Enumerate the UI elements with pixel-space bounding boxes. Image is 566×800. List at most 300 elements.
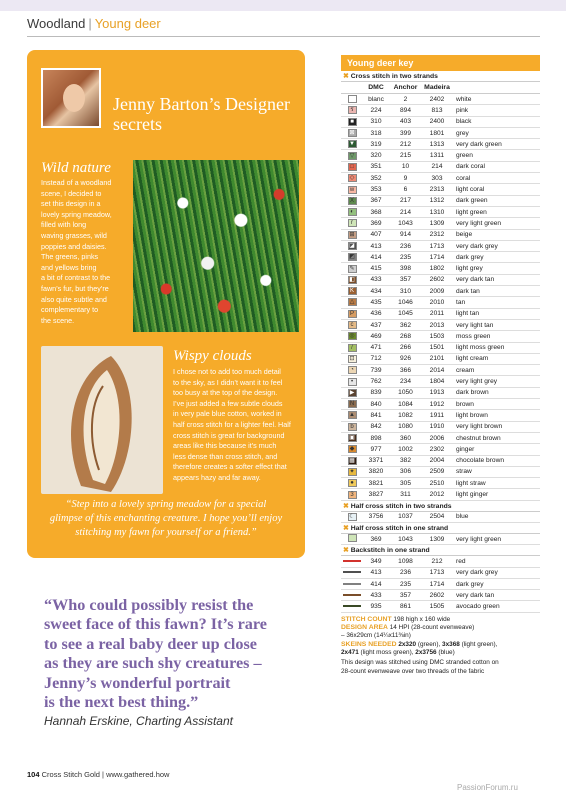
cell-name: cream (456, 366, 475, 374)
key-row (341, 94, 540, 105)
line-swatch (341, 581, 363, 588)
cell-name: very dark grey (456, 569, 498, 577)
cell-name: light grey (456, 265, 483, 273)
text-line: “Who could possibly resist the (44, 596, 254, 614)
symbol-swatch: ✎ (349, 265, 355, 272)
cell-mad: 2400 (429, 118, 445, 126)
key-row (341, 230, 540, 241)
text-line: lovely spring meadow, (41, 209, 112, 219)
cell-name: dark grey (456, 253, 484, 261)
key-columns (341, 82, 540, 94)
text-line: The greens, pinks (41, 252, 99, 262)
text-line: “Step into a lovely spring meadow for a special (65, 499, 267, 510)
cell-anc: 1050 (398, 389, 413, 397)
text-line: too busy at the top of the design. (173, 388, 278, 398)
cell-name: very dark tan (456, 276, 495, 284)
cell-mad: 1501 (429, 344, 445, 352)
cell-anc: 1043 (398, 535, 413, 543)
line-swatch (341, 592, 363, 599)
cell-mad: 1714 (429, 253, 445, 261)
cell-dmc: 320 (370, 152, 382, 160)
cell-mad: 1311 (429, 152, 445, 160)
key-row (341, 489, 540, 500)
text-line: also quite subtle and (41, 294, 107, 304)
symbol-swatch: ◎ (349, 333, 355, 340)
symbol-swatch: r (341, 219, 363, 227)
symbol-swatch: ⊞ (349, 231, 355, 238)
key-row (341, 433, 540, 444)
text-line: waving grasses, wild (41, 230, 107, 240)
line-swatch (341, 558, 363, 565)
text-line: Instead of a woodland (41, 178, 112, 187)
symbol-swatch: X (341, 197, 363, 205)
cell-mad: 1714 (429, 580, 445, 588)
symbol-swatch: ▽ (341, 152, 363, 160)
key-row (341, 252, 540, 263)
pull-quote (44, 596, 314, 712)
cell-anc: 382 (399, 457, 411, 465)
cell-anc: 1045 (398, 310, 413, 318)
cell-name: beige (456, 231, 473, 239)
cell-anc: 399 (399, 129, 411, 137)
key-row (341, 162, 540, 173)
symbol-swatch: c (341, 321, 363, 329)
text-line: Jenny’s wonderful portrait (44, 673, 231, 692)
symbol-swatch (341, 534, 363, 544)
cell-name: light coral (456, 186, 485, 194)
cell-mad: 2602 (429, 591, 445, 599)
symbol-swatch: N (341, 400, 363, 408)
wild-nature-text (41, 178, 133, 326)
text-line: to the sky, as I didn’t want it to feel (173, 377, 283, 387)
cell-name: pink (456, 106, 469, 114)
cell-dmc: 319 (370, 140, 382, 148)
symbol-swatch: ● (341, 479, 363, 487)
symbol-swatch: ร (341, 106, 363, 114)
cell-anc: 1084 (398, 400, 413, 408)
cell-dmc: 3827 (368, 491, 384, 499)
cell-anc: 234 (399, 378, 411, 386)
cell-dmc: 3820 (368, 468, 384, 476)
cell-anc: 1046 (398, 298, 413, 306)
cell-mad: 2313 (429, 186, 445, 194)
symbol-swatch: ◇ (341, 174, 363, 182)
cell-name: blue (456, 513, 469, 521)
cell-anc: 215 (399, 152, 411, 160)
symbol-swatch: ◧ (349, 276, 355, 283)
watermark: PassionForum.ru (457, 783, 518, 792)
text-line: fawn’s fur, but they’re (41, 283, 109, 293)
cell-mad: 1309 (429, 535, 445, 543)
cell-name: very light brown (456, 423, 503, 431)
panel-quote (47, 498, 285, 540)
cell-dmc: 351 (370, 163, 382, 171)
cell-dmc: 415 (370, 265, 382, 273)
symbol-swatch: ▼ (349, 141, 355, 148)
cell-anc: 1037 (398, 513, 413, 521)
symbol-swatch: ▶ (341, 389, 363, 397)
subsection-name: Young deer (94, 16, 161, 31)
cell-anc: 1098 (398, 557, 413, 565)
key-row (341, 444, 540, 455)
cell-mad: 2011 (429, 310, 445, 318)
key-row (341, 139, 540, 150)
cell-mad: 2504 (429, 513, 445, 521)
line-swatch (341, 603, 363, 610)
cell-anc: 357 (399, 276, 411, 284)
cell-dmc: 413 (370, 242, 382, 250)
cell-anc: 1002 (398, 445, 413, 453)
cell-anc: 1082 (398, 411, 413, 419)
key-row (341, 309, 540, 320)
cell-dmc: 352 (370, 174, 382, 182)
key-row (341, 117, 540, 128)
key-row (341, 365, 540, 376)
cell-name: very light grey (456, 378, 498, 386)
cell-dmc: 369 (370, 219, 382, 227)
cell-mad: 1713 (429, 242, 445, 250)
key-row (341, 467, 540, 478)
key-row (341, 184, 540, 195)
cell-dmc: 471 (370, 344, 382, 352)
cell-anc: 403 (399, 118, 411, 126)
page-footer (27, 770, 169, 779)
key-notes: STITCH COUNT 198 high x 160 wide DESIGN AREA 14 HPI (28-count evenweave) – 36x29cm (14¼x11⅜in) SKEINS NEEDED 2x320 (green), 3x368 (light green), 2x471 (light moss green), 2x3756 (blue) This design was stitched using DMC stranded cotton on 28-count evenweave over two threads of the fabric (341, 615, 499, 675)
cell-name: chocolate brown (456, 457, 505, 465)
cell-mad: 1912 (429, 400, 445, 408)
text-line: appears hazy and far away. (173, 472, 261, 482)
symbol-swatch: ▦ (349, 457, 355, 464)
cell-mad: 303 (431, 174, 443, 182)
cell-dmc: 434 (370, 287, 382, 295)
cell-name: tan (456, 298, 466, 306)
designer-secrets-panel (27, 50, 305, 558)
cell-name: moss green (456, 332, 491, 340)
cell-anc: 236 (399, 569, 411, 577)
cell-name: very dark tan (456, 591, 495, 599)
cell-anc: 1080 (398, 423, 413, 431)
cell-anc: 268 (399, 332, 411, 340)
text-line: complementary to (41, 305, 99, 315)
backstitch-heading: ✖ Backstitch in one strand (341, 545, 540, 556)
cell-mad: 2009 (429, 287, 445, 295)
cell-name: chestnut brown (456, 434, 501, 442)
cell-anc: 212 (399, 140, 411, 148)
cell-anc: 1043 (398, 219, 413, 227)
text-line: is the next best thing.” (44, 693, 199, 712)
key-row (341, 478, 540, 489)
symbol-swatch: △ (341, 298, 363, 306)
cell-anc: 305 (399, 479, 411, 487)
key-row (341, 399, 540, 410)
symbol-swatch: ◩ (349, 254, 355, 261)
meadow-photo (133, 160, 299, 332)
cell-name: very dark green (456, 140, 502, 148)
symbol-swatch: K (341, 287, 363, 295)
wispy-clouds-text (173, 367, 301, 484)
cell-dmc: 407 (370, 231, 382, 239)
pull-quote-attribution: Hannah Erskine, Charting Assistant (44, 714, 233, 728)
key-row (341, 331, 540, 342)
key-row (341, 150, 540, 161)
cell-dmc: 739 (370, 366, 382, 374)
cell-anc: 6 (403, 186, 408, 194)
panel-title: Jenny Barton’s Designer secrets (113, 94, 290, 134)
cell-name: light brown (456, 411, 488, 419)
cell-name: light moss green (456, 344, 505, 352)
symbol-swatch: ◆ (341, 445, 363, 453)
text-line: half cross stitch for a lighter feel. Half (173, 419, 291, 429)
cell-name: light green (456, 208, 487, 216)
section-name: Woodland (27, 16, 86, 31)
thread-key (341, 55, 540, 676)
text-line: a bit of contrast to the (41, 273, 111, 283)
text-line: sweet face of this fawn? It’s rare (44, 615, 267, 634)
cell-name: straw (456, 468, 472, 476)
cell-mad: 1910 (429, 423, 445, 431)
cell-dmc: 977 (370, 445, 382, 453)
key-row (341, 297, 540, 308)
cell-name: light ginger (456, 491, 489, 499)
cell-mad: 1310 (429, 208, 445, 216)
cell-anc: 2 (403, 95, 408, 103)
cell-dmc: 3756 (368, 513, 384, 521)
cell-dmc: blanc (368, 95, 384, 103)
header-divider (27, 36, 540, 37)
cell-name: light cream (456, 355, 489, 363)
cell-dmc: 3371 (368, 457, 384, 465)
section-separator: | (88, 16, 92, 31)
cell-mad: 1312 (429, 197, 445, 205)
cell-anc: 9 (403, 174, 408, 182)
cell-name: avocado green (456, 603, 500, 611)
key-row (341, 196, 540, 207)
cell-mad: 2602 (429, 276, 445, 284)
symbol-swatch: b (341, 423, 363, 431)
key-row (341, 173, 540, 184)
col-anchor: Anchor (393, 84, 418, 91)
key-row (341, 286, 540, 297)
key-row (341, 207, 540, 218)
text-line: and yellows bring (41, 262, 97, 272)
key-row (341, 422, 540, 433)
cell-name: very light green (456, 219, 502, 227)
cell-anc: 398 (399, 265, 411, 273)
cell-name: ginger (456, 445, 475, 453)
key-title: Young deer key (341, 55, 540, 71)
key-row (341, 275, 540, 286)
cell-anc: 861 (399, 603, 411, 611)
key-row (341, 410, 540, 421)
symbol-swatch: □ (341, 163, 363, 171)
cell-dmc: 224 (370, 106, 382, 114)
cell-mad: 1802 (429, 265, 445, 273)
cell-name: red (456, 557, 466, 565)
cell-dmc: 3821 (368, 479, 384, 487)
cell-mad: 2402 (429, 95, 445, 103)
text-line: in very pale blue cotton, worked in (173, 409, 282, 419)
cell-mad: 214 (431, 163, 443, 171)
symbol-swatch: ✦ (349, 468, 355, 475)
cell-anc: 214 (399, 208, 411, 216)
cell-anc: 10 (401, 163, 410, 171)
text-line: poppies and daisies. (41, 241, 107, 251)
cell-anc: 360 (399, 434, 411, 442)
key-row (341, 263, 540, 274)
cell-name: dark brown (456, 389, 489, 397)
text-line: scene, I decided to (41, 188, 102, 198)
cell-name: very dark grey (456, 242, 498, 250)
wild-nature-title: Wild nature (41, 160, 111, 176)
key-row (341, 128, 540, 139)
backstitch-row (341, 590, 540, 601)
line-swatch (341, 569, 363, 576)
cell-anc: 235 (399, 253, 411, 261)
cell-mad: 813 (431, 106, 443, 114)
cell-dmc: 414 (370, 580, 382, 588)
cell-dmc: 839 (370, 389, 382, 397)
cell-mad: 1505 (429, 603, 445, 611)
text-line: therefore creates a softer effect that (173, 462, 287, 472)
text-line: less dense than cross stitch, and (173, 451, 278, 461)
cell-mad: 1804 (429, 378, 445, 386)
cell-dmc: 433 (370, 276, 382, 284)
cell-dmc: 433 (370, 591, 382, 599)
cell-dmc: 842 (370, 423, 382, 431)
cell-dmc: 712 (370, 355, 382, 363)
cell-dmc: 435 (370, 298, 382, 306)
cell-dmc: 368 (370, 208, 382, 216)
cell-name: dark coral (456, 163, 485, 171)
cell-anc: 894 (399, 106, 411, 114)
symbol-swatch: P (341, 310, 363, 318)
symbol-swatch: ⊠ (349, 130, 355, 137)
cell-anc: 235 (399, 580, 411, 588)
cell-dmc: 353 (370, 186, 382, 194)
cell-name: grey (456, 129, 469, 137)
cell-mad: 2302 (429, 445, 445, 453)
symbol-swatch: ◪ (349, 243, 355, 249)
symbol-swatch: ☾ (349, 513, 355, 520)
cell-dmc: 413 (370, 569, 382, 577)
cell-anc: 217 (399, 197, 411, 205)
designer-portrait (41, 68, 101, 128)
text-line: I chose not to add too much detail (173, 367, 281, 376)
cell-dmc: 840 (370, 400, 382, 408)
cell-anc: 306 (399, 468, 411, 476)
cell-mad: 1313 (429, 140, 445, 148)
key-row (341, 354, 540, 365)
cell-anc: 366 (399, 366, 411, 374)
cell-dmc: 310 (370, 118, 382, 126)
col-dmc: DMC (368, 84, 384, 91)
key-row (341, 320, 540, 331)
cell-dmc: 935 (370, 603, 382, 611)
cell-mad: 2012 (429, 491, 445, 499)
col-madeira: Madeira (424, 84, 450, 91)
cell-name: coral (456, 174, 471, 182)
cell-name: white (456, 95, 472, 103)
cell-mad: 1911 (429, 411, 445, 419)
text-line: I’ve just added a few subtle clouds (173, 398, 283, 408)
key-row (341, 376, 540, 387)
cell-mad: 1309 (429, 219, 445, 227)
cell-mad: 2101 (429, 355, 445, 363)
text-line: filled with long (41, 220, 87, 230)
key-row (341, 218, 540, 229)
cell-mad: 212 (431, 557, 443, 565)
half-cross-heading: ✖ Half cross stitch in two strands (341, 501, 540, 512)
symbol-swatch: 3 (341, 491, 363, 499)
symbol-swatch: • (341, 378, 363, 386)
cell-mad: 1801 (429, 129, 445, 137)
cell-anc: 357 (399, 591, 411, 599)
symbol-swatch: ⊡ (349, 355, 355, 362)
cell-anc: 311 (400, 491, 411, 499)
text-line: cross stitch is great for background (173, 430, 285, 440)
cell-name: brown (456, 400, 474, 408)
key-row (341, 343, 540, 354)
symbol-swatch: ■ (341, 118, 363, 126)
backstitch-row (341, 601, 540, 612)
cell-name: green (456, 152, 473, 160)
cell-mad: 2006 (429, 434, 445, 442)
cell-mad: 1713 (429, 569, 445, 577)
cell-anc: 310 (399, 287, 411, 295)
half-cross-one-heading: ✖ Half cross stitch in one strand (341, 523, 540, 534)
key-row (341, 456, 540, 467)
symbol-swatch: w (341, 186, 363, 194)
cell-mad: 2013 (429, 321, 445, 329)
text-line: as they are such shy creatures – (44, 654, 262, 673)
key-row (341, 534, 540, 545)
cell-dmc: 318 (370, 129, 382, 137)
cell-dmc: 414 (370, 253, 382, 261)
text-line: the scene. (41, 315, 75, 325)
key-row (341, 512, 540, 523)
cell-dmc: 436 (370, 310, 382, 318)
cell-mad: 1913 (429, 389, 445, 397)
fawn-ear-photo (41, 346, 163, 494)
top-strip (0, 0, 566, 11)
text-line: set this design in a (41, 199, 101, 209)
cell-name: dark tan (456, 287, 480, 295)
key-row (341, 388, 540, 399)
cell-dmc: 367 (370, 197, 382, 205)
cell-dmc: 369 (370, 535, 382, 543)
cell-anc: 914 (399, 231, 411, 239)
key-row (341, 105, 540, 116)
cell-dmc: 437 (370, 321, 382, 329)
cross-stitch-heading: ✖ Cross stitch in two strands (341, 71, 540, 82)
cell-name: black (456, 118, 472, 126)
cell-dmc: 349 (370, 557, 382, 565)
cell-mad: 2510 (429, 479, 445, 487)
cell-mad: 2014 (429, 366, 445, 374)
symbol-swatch: ▣ (349, 435, 355, 442)
text-line: stitching my fawn for yourself or a friend.” (75, 527, 257, 538)
wispy-clouds-title: Wispy clouds (173, 348, 252, 364)
cell-name: dark green (456, 197, 488, 205)
text-line: to see a real baby deer up close (44, 634, 257, 653)
cell-anc: 926 (399, 355, 411, 363)
text-line: glimpse of this enchanting creature. I hope you’ll enjoy (49, 513, 283, 524)
backstitch-row (341, 568, 540, 579)
cell-name: light tan (456, 310, 480, 318)
symbol-swatch: ◔ (341, 366, 363, 374)
cell-mad: 2312 (429, 231, 445, 239)
symbol-swatch: ∩ (341, 95, 363, 103)
